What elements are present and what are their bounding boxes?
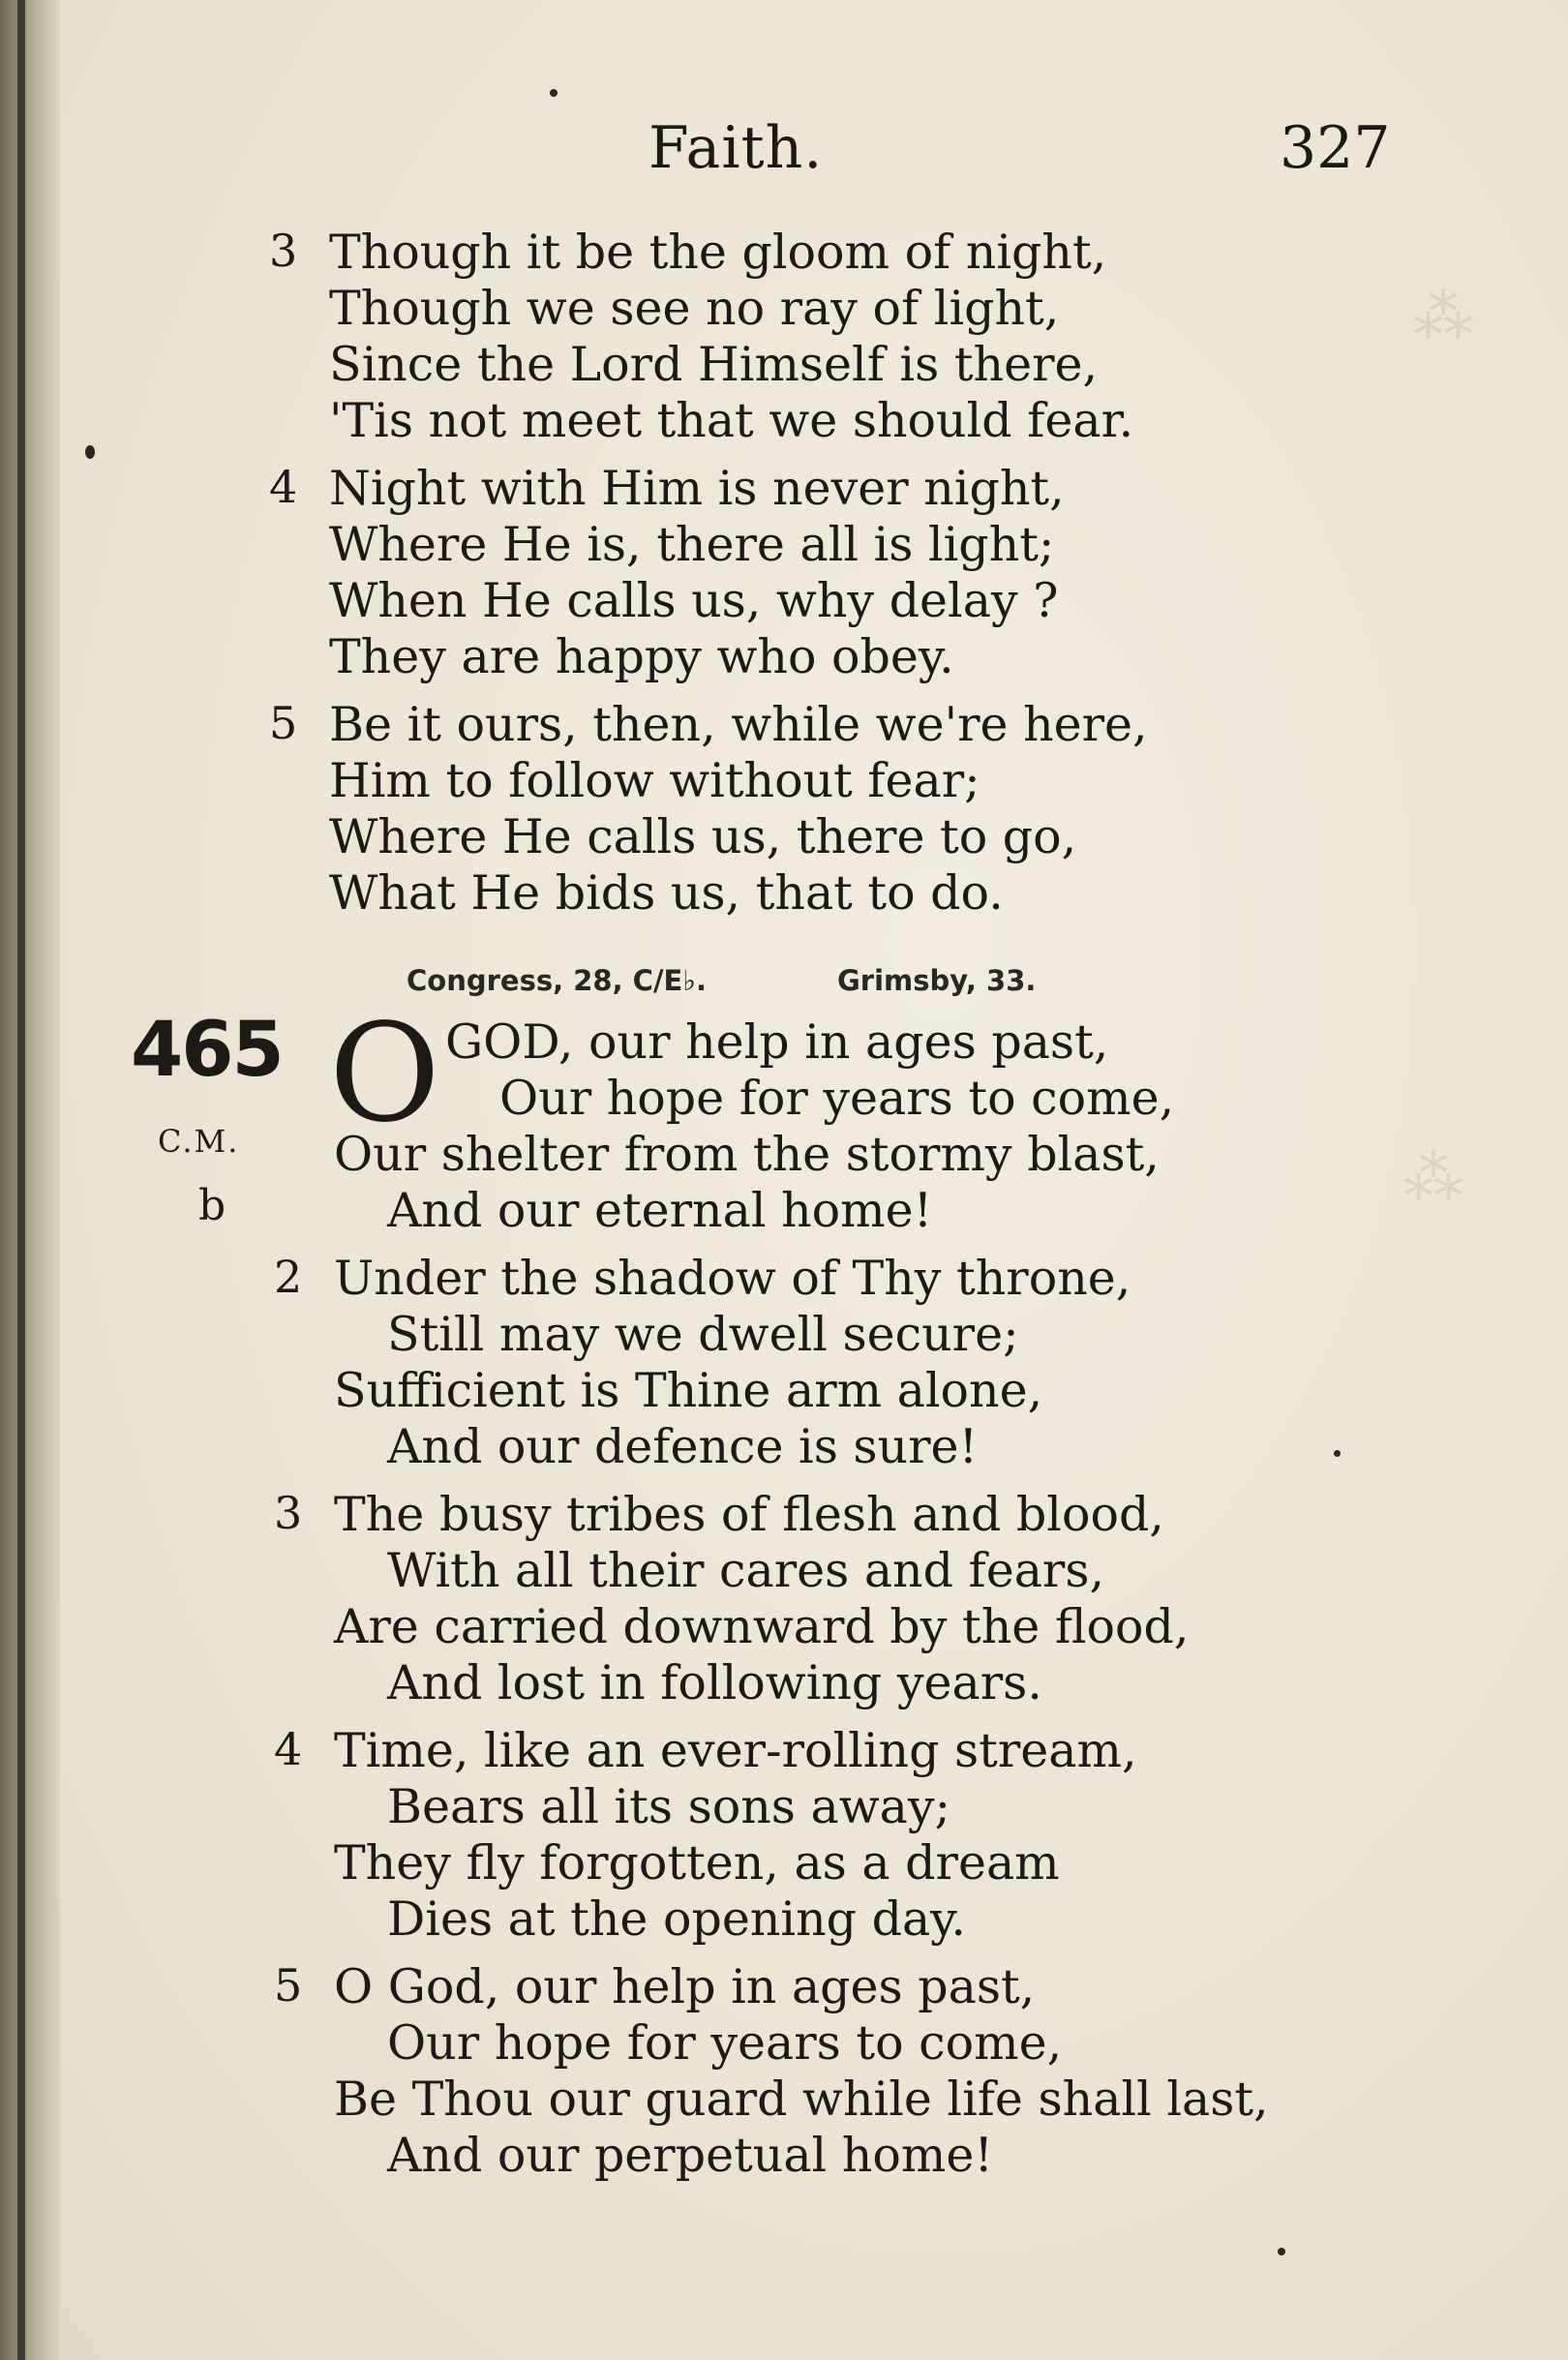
verse-line: O God, our help in ages past, [334,1959,1036,2014]
verse-line: Night with Him is never night, [329,461,1065,516]
bleed-through-mark: ⁂ [1403,1142,1463,1213]
verse-line: Him to follow without fear; [329,753,980,808]
book-spine [0,0,60,2360]
page-number: 327 [1280,114,1391,182]
ink-speck [85,445,95,459]
verse-number: 4 [274,1723,303,1775]
verse-number: 2 [274,1251,303,1303]
verse-line: When He calls us, why delay ? [329,573,1059,628]
verse-line: Where He calls us, there to go, [329,809,1077,864]
verse-line: The busy tribes of flesh and blood, [334,1487,1164,1542]
verse-line: And our defence is sure! [387,1419,979,1474]
verse-line: They fly forgotten, as a dream [334,1835,1060,1891]
tune-name-left: Congress, 28, C/E♭. [407,964,708,997]
ink-speck [550,89,558,97]
verse-line: And lost in following years. [387,1655,1042,1710]
verse-line: Though we see no ray of light, [329,281,1060,336]
verse-line: What He bids us, that to do. [329,865,1004,921]
verse-line: Are carried downward by the flood, [334,1599,1190,1654]
verse-line: Though it be the gloom of night, [329,225,1107,280]
verse-line: Our hope for years to come, [387,2015,1063,2071]
verse-line: Under the shadow of Thy throne, [334,1251,1131,1306]
hymn-meter: C.M. [158,1123,240,1160]
verse-line: With all their cares and fears, [387,1543,1105,1598]
bleed-through-mark: ⁂ [1413,281,1473,351]
verse-line: Sufficient is Thine arm alone, [334,1363,1043,1418]
verse-line: Dies at the opening day. [387,1891,966,1947]
verse-line: Time, like an ever-rolling stream, [334,1723,1137,1778]
verse-line: Still may we dwell secure; [387,1307,1019,1362]
running-header-title: Faith. [648,114,824,182]
verse-line: Where He is, there all is light; [329,517,1055,572]
hymn-number: 465 [131,1007,283,1094]
verse-line: Be Thou our guard while life shall last, [334,2072,1269,2127]
verse-line: Our shelter from the stormy blast, [334,1127,1160,1182]
verse-line: Since the Lord Himself is there, [329,337,1099,392]
verse-line: Be it ours, then, while we're here, [329,697,1148,752]
spine-shadow-line [17,0,25,2360]
verse-number: 3 [269,225,298,277]
verse-line: 'Tis not meet that we should fear. [329,393,1134,448]
verse-line: Our hope for years to come, [499,1071,1175,1126]
hymn-key: b [198,1181,226,1230]
ink-speck [1278,2248,1285,2255]
verse-line: And our eternal home! [387,1183,933,1238]
ink-speck [1334,1450,1341,1457]
tune-name-right: Grimsby, 33. [837,964,1037,997]
drop-cap: O [329,995,440,1153]
verse-line: GOD, our help in ages past, [445,1014,1109,1070]
verse-number: 5 [269,697,298,749]
verse-line: Bears all its sons away; [387,1779,951,1834]
verse-number: 4 [269,461,298,513]
verse-line: And our perpetual home! [387,2128,994,2183]
verse-number: 3 [274,1487,303,1539]
verse-number: 5 [274,1959,303,2012]
verse-line: They are happy who obey. [329,629,954,684]
